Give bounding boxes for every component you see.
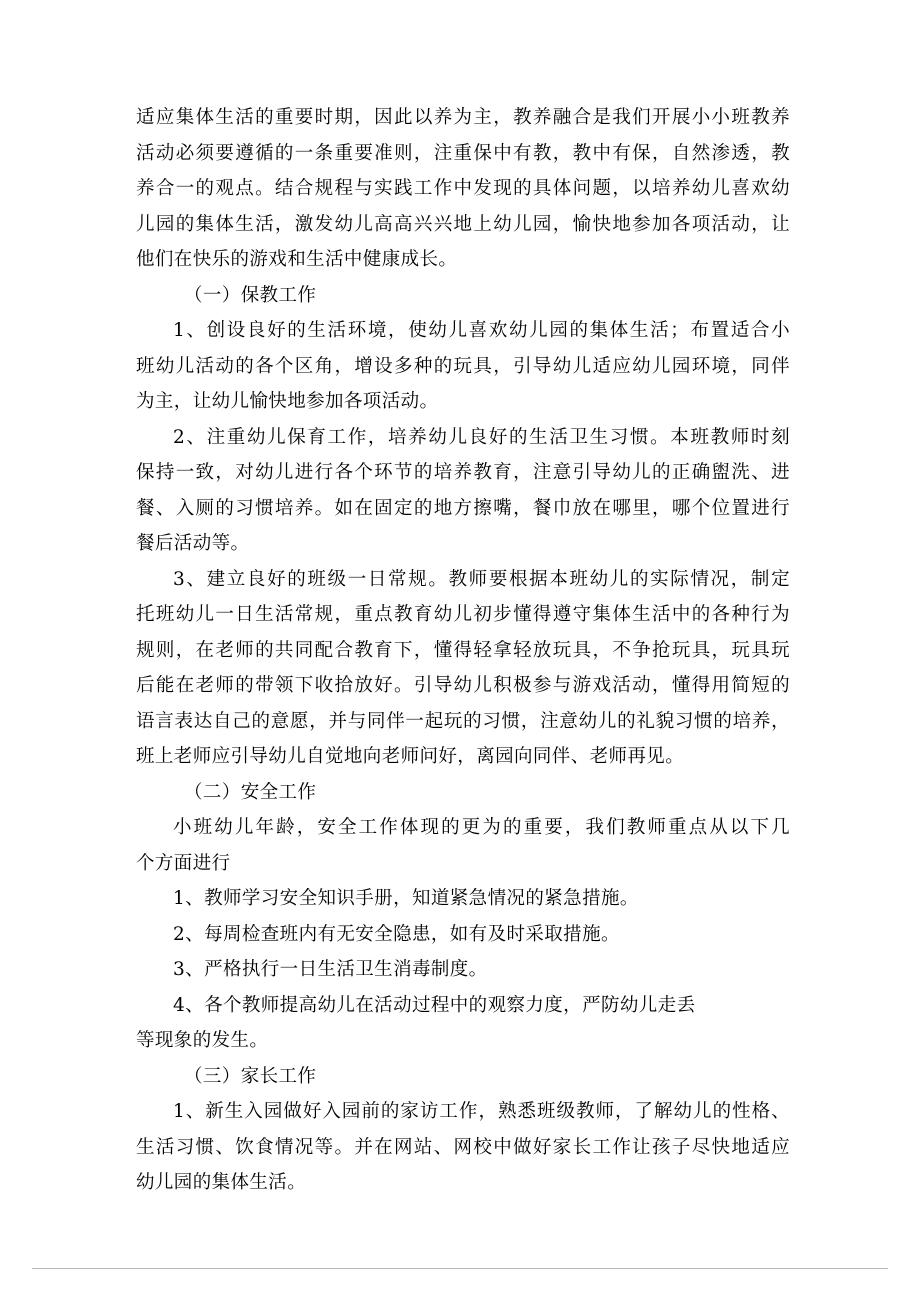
paragraph-line: 2、注重幼儿保育工作，培养幼儿良好的生活卫生习惯。本班教师时刻	[173, 426, 790, 448]
paragraph-line: 班幼儿活动的各个区角，增设多种的玩具，引导幼儿适应幼儿园环境，同伴	[136, 355, 790, 377]
paragraph-line: 等现象的发生。	[136, 1030, 269, 1051]
paragraph-line: 个方面进行	[136, 852, 231, 874]
paragraph-line: 适应集体生活的重要时期，因此以养为主，教养融合是我们开展小小班教养	[136, 107, 790, 128]
section-heading: （三）家长工作	[184, 1065, 317, 1087]
document-body	[136, 100, 790, 1201]
paragraph-line: 餐、入厕的习惯培养。如在固定的地方擦嘴，餐巾放在哪里，哪个位置进行	[136, 497, 790, 519]
paragraph-line: 1、教师学习安全知识手册，知道紧急情况的紧急措施。	[173, 888, 639, 909]
paragraph-line: 1、创设良好的生活环境，使幼儿喜欢幼儿园的集体生活；布置适合小	[173, 320, 790, 341]
paragraph-line: 养合一的观点。结合规程与实践工作中发现的具体问题，以培养幼儿喜欢幼	[136, 178, 790, 199]
section-heading: （二）安全工作	[184, 781, 317, 803]
paragraph-line: 活动必须要遵循的一条重要准则，注重保中有教，教中有保，自然渗透，教	[136, 142, 790, 164]
paragraph-line: 托班幼儿一日生活常规，重点教育幼儿初步懂得遵守集体生活中的各种行为	[136, 604, 790, 625]
paragraph-line: 3、严格执行一日生活卫生消毒制度。	[173, 959, 488, 980]
paragraph-line: 餐后活动等。	[136, 533, 250, 554]
paragraph-line: 规则，在老师的共同配合教育下，懂得轻拿轻放玩具，不争抢玩具，玩具玩	[136, 639, 790, 661]
paragraph-line: 生活习惯、饮食情况等。并在网站、网校中做好家长工作让孩子尽快地适应	[136, 1136, 790, 1158]
paragraph-line: 他们在快乐的游戏和生活中健康成长。	[136, 249, 458, 270]
paragraph-line: 班上老师应引导幼儿自觉地向老师问好，离园向同伴、老师再见。	[136, 746, 685, 767]
paragraph-line: 3、建立良好的班级一日常规。教师要根据本班幼儿的实际情况，制定	[173, 568, 790, 590]
paragraph-line: 为主，让幼儿愉快地参加各项活动。	[136, 391, 439, 412]
paragraph-line: 保持一致，对幼儿进行各个环节的培养教育，注意引导幼儿的正确盥洗、进	[136, 462, 790, 483]
paragraph-line: 儿园的集体生活，激发幼儿高高兴兴地上幼儿园，愉快地参加各项活动，让	[136, 213, 790, 235]
page-border	[32, 1268, 888, 1269]
paragraph-line: 语言表达自己的意愿，并与同伴一起玩的习惯，注意幼儿的礼貌习惯的培养，	[136, 710, 790, 732]
section-heading: （一）保教工作	[184, 284, 317, 306]
paragraph-line: 4、各个教师提高幼儿在活动过程中的观察力度，严防幼儿走丢	[173, 994, 696, 1016]
paragraph-line: 幼儿园的集体生活。	[136, 1172, 307, 1193]
paragraph-line: 1、新生入园做好入园前的家访工作，熟悉班级教师，了解幼儿的性格、	[173, 1101, 790, 1122]
paragraph-line: 后能在老师的带领下收拾放好。引导幼儿积极参与游戏活动，懂得用简短的	[136, 675, 790, 696]
paragraph-line: 2、每周检查班内有无安全隐患，如有及时采取措施。	[173, 923, 620, 945]
paragraph-line: 小班幼儿年龄，安全工作体现的更为的重要，我们教师重点从以下几	[173, 817, 790, 838]
